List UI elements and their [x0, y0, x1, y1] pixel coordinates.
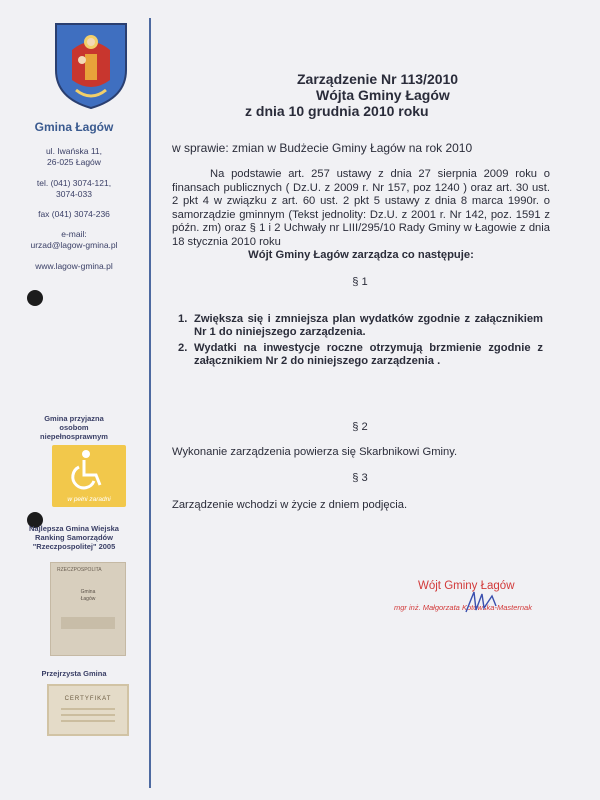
- section-3-text: Zarządzenie wchodzi w życie z dniem podjęcia.: [172, 499, 408, 511]
- certificate-line: Łagów: [80, 596, 96, 602]
- ranking-certificate-image: [50, 562, 126, 656]
- signature-name: mgr inż. Małgorzata Kotowska-Masternak: [394, 603, 532, 612]
- coat-of-arms-icon: [52, 20, 130, 110]
- section-2-heading: § 2: [352, 421, 368, 433]
- wheelchair-icon: [52, 445, 126, 495]
- email-link[interactable]: urzad@lagow-gmina.pl: [30, 240, 118, 250]
- email-label: e-mail:: [61, 229, 87, 239]
- decree-subject: w sprawie: zmian w Budżecie Gminy Łagów na rok 2010: [172, 141, 473, 155]
- municipality-name: Gmina Łagów: [34, 120, 114, 134]
- transparency-certificate-image: [47, 684, 129, 736]
- list-item: [178, 342, 543, 368]
- certificate-seal: [61, 617, 115, 629]
- list-item: [178, 313, 543, 339]
- section-2-text: Wykonanie zarządzenia powierza się Skarbnikowi Gminy.: [172, 446, 458, 458]
- certificate-divider: [61, 708, 115, 710]
- award-ranking-line-1: Najlepsza Gmina Wiejska: [29, 524, 119, 533]
- certificate-header: RZECZPOSPOLITA: [57, 567, 102, 573]
- website-link[interactable]: www.lagow-gmina.pl: [35, 261, 113, 271]
- award-disability-line-2: osobom: [59, 423, 89, 432]
- sidebar-divider: [149, 18, 151, 788]
- phone-line-1: tel. (041) 3074-121,: [36, 178, 112, 188]
- award-transparent-label: Przejrzysta Gmina: [41, 669, 107, 678]
- award-disability-line-3: niepełnosprawnym: [40, 432, 108, 441]
- certificate-line: Gmina: [80, 589, 96, 595]
- handwritten-signature-icon: [462, 588, 502, 616]
- certificate-divider: [61, 720, 115, 722]
- list-item-number: 1.: [178, 313, 188, 325]
- certificate-header: CERTYFIKAT: [64, 696, 112, 702]
- phone-line-2: 3074-033: [56, 189, 92, 199]
- decree-statement: Wójt Gminy Łagów zarządza co następuje:: [248, 249, 474, 261]
- award-ranking-line-3: "Rzeczpospolitej" 2005: [32, 542, 116, 551]
- award-disability-line-1: Gmina przyjazna: [44, 414, 104, 423]
- legal-basis: Na podstawie art. 257 ustawy z dnia 27 sierpnia 2009 roku o finansach publicznych ( Dz.U. z 2009 r. Nr 157, poz 1240 ) oraz art. 30 ust. 2 pkt 4 w związku z art. 60 ust. 2 pkt 5 ustawy z dnia 8 marca 1990r. o samorządzie gminnym (Tekst jednolity: Dz.U. z 2001 r. Nr 142, poz. 1591 z późn. zm) oraz § 1 i 2 Uchwały nr LIII/295/10 Rady Gminy w Łagowie z dnia 18 stycznia 2010 roku: [172, 168, 550, 248]
- letterhead-sidebar: [0, 0, 150, 800]
- address-city: 26-025 Łagów: [47, 157, 101, 167]
- signature-title: Wójt Gminy Łagów: [418, 580, 515, 592]
- decree-date: z dnia 10 grudnia 2010 roku: [245, 103, 429, 119]
- list-item-text: Zwiększa się i zmniejsza plan wydatków zgodnie z załącznikiem Nr 1 do niniejszego zarządzenia.: [194, 313, 543, 338]
- award-ranking-line-2: Ranking Samorządów: [35, 533, 113, 542]
- fax-number: fax (041) 3074-236: [38, 209, 110, 219]
- section-3-heading: § 3: [352, 472, 368, 484]
- list-item-text: Wydatki na inwestycje roczne otrzymują brzmienie zgodnie z załącznikiem Nr 2 do niniejszego zarządzenia .: [194, 342, 543, 367]
- badge-caption: w pełni zaradni: [67, 496, 111, 503]
- disability-friendly-badge: [52, 445, 126, 507]
- punch-hole: [27, 290, 43, 306]
- section-1-heading: § 1: [352, 276, 368, 288]
- list-item-number: 2.: [178, 342, 188, 354]
- address-street: ul. Iwańska 11,: [45, 146, 103, 156]
- decree-issuer: Wójta Gminy Łagów: [316, 87, 450, 103]
- decree-number: Zarządzenie Nr 113/2010: [297, 71, 459, 87]
- certificate-divider: [61, 714, 115, 716]
